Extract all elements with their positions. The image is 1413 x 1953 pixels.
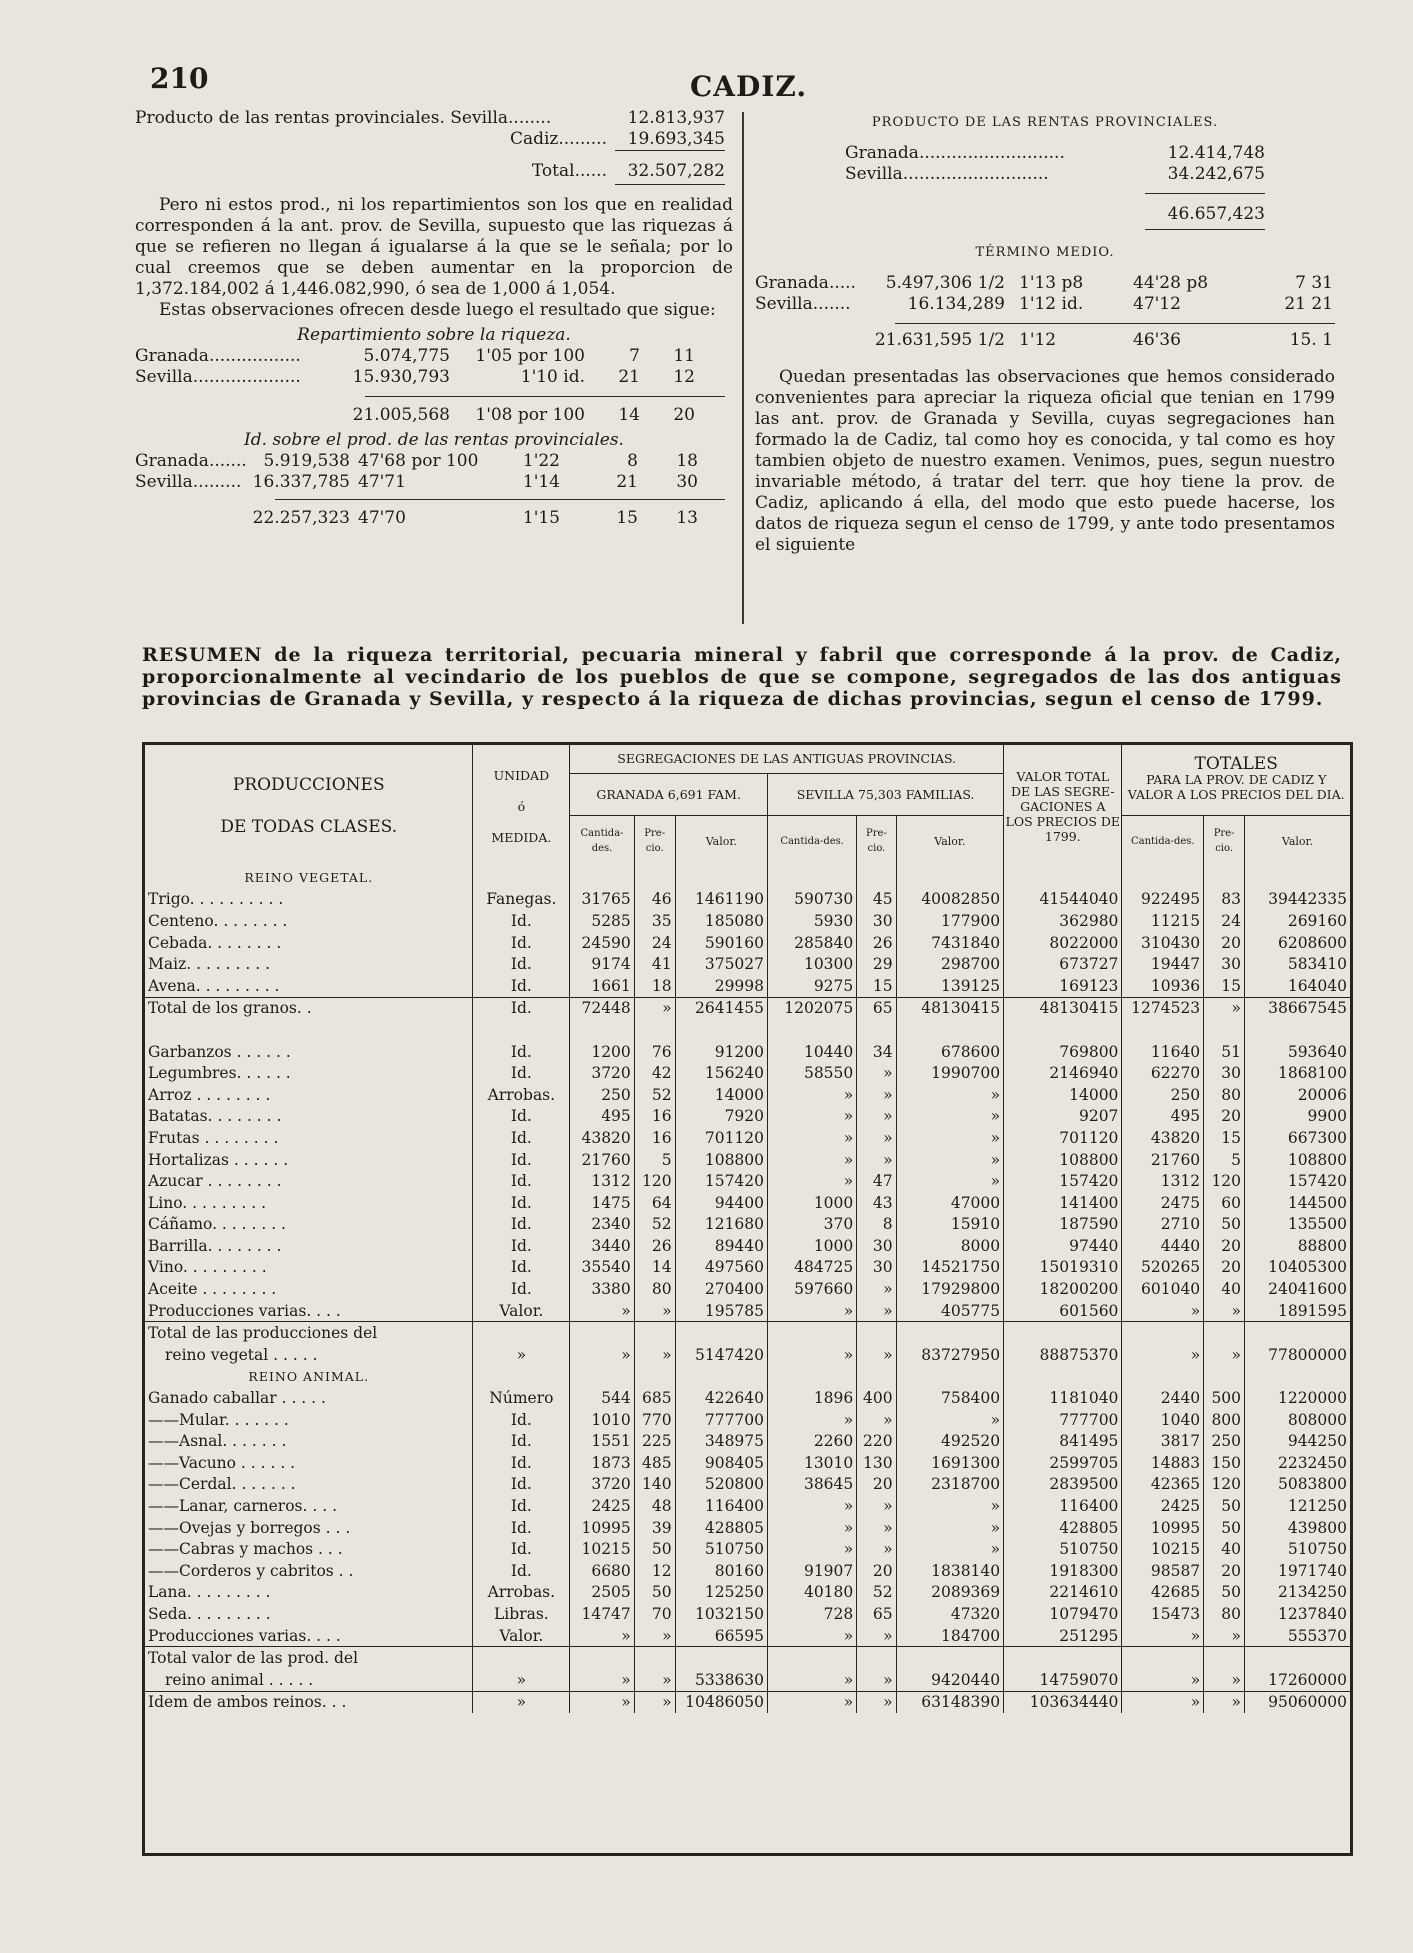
header-sevilla: SEVILLA 75,303 FAMILIAS. bbox=[768, 773, 1004, 815]
paragraph-results: Estas observaciones ofrecen desde luego el resultado que sigue: bbox=[159, 300, 716, 320]
table-row: ——Corderos y cabritos . . Id. 6680 12 80160 91907 20 1838140 1918300 98587 20 1971740 bbox=[145, 1560, 1350, 1582]
rentas-provinciales-total: 46.657,423 bbox=[1167, 204, 1265, 224]
table-row: Azucar . . . . . . . . Id. 1312 120 157420 » 47 » 157420 1312 120 157420 bbox=[145, 1170, 1350, 1192]
left-column bbox=[135, 108, 733, 529]
id-rentas-total: 22.257,323 47'70 1'15 15 13 bbox=[252, 508, 698, 528]
header-producciones: PRODUCCIONES DE TODAS CLASES. bbox=[220, 775, 398, 837]
repartimiento-row: Sevilla.................... 15.930,793 1'10 id. 21 12 bbox=[135, 367, 695, 387]
table-row: Producciones varias. . . . Valor. » » 195785 » » 405775 601560 » » 1891595 bbox=[145, 1300, 1350, 1322]
right-column bbox=[755, 112, 1335, 556]
table-row: ——Cabras y machos . . . Id. 10215 50 510750 » » » 510750 10215 40 510750 bbox=[145, 1538, 1350, 1560]
table-row: Barrilla. . . . . . . . Id. 3440 26 89440 1000 30 8000 97440 4440 20 88800 bbox=[145, 1235, 1350, 1257]
table-row: Cáñamo. . . . . . . . Id. 2340 52 121680 370 8 15910 187590 2710 50 135500 bbox=[145, 1214, 1350, 1236]
total-ambos-row: Idem de ambos reinos. . . » » » 10486050 » » 63148390 103634440 » » 95060000 bbox=[145, 1691, 1350, 1713]
table-row: Vino. . . . . . . . . Id. 35540 14 497560 484725 30 14521750 15019310 520265 20 10405300 bbox=[145, 1257, 1350, 1279]
table-row: ——Cerdal. . . . . . . Id. 3720 140 520800 38645 20 2318700 2839500 42365 120 5083800 bbox=[145, 1474, 1350, 1496]
rentas-cadiz-line: Cadiz......... 19.693,345 bbox=[509, 129, 725, 149]
table-row: Maiz. . . . . . . . . Id. 9174 41 375027 10300 29 298700 673727 19447 30 583410 bbox=[145, 953, 1350, 975]
table-row: Frutas . . . . . . . . Id. 43820 16 701120 » » » 701120 43820 15 667300 bbox=[145, 1127, 1350, 1149]
header-totales: TOTALES PARA LA PROV. DE CADIZ Y VALOR A LOS PRECIOS DEL DIA. bbox=[1122, 745, 1350, 815]
table-row: Garbanzos . . . . . . Id. 1200 76 91200 10440 34 678600 769800 11640 51 593640 bbox=[145, 1041, 1350, 1063]
header-unidad: UNIDAD ó MEDIDA. bbox=[473, 745, 570, 867]
resumen-heading: RESUMEN de la riqueza territorial, pecuaria mineral y fabril que corresponde á la prov. de Cadiz, proporcionalmente al vecindario de los pueblos de que se compone, segregados de las dos antiguas provincias de Granada y Sevilla, y respecto á la riqueza de dichas provincias, segun el censo de 1799. bbox=[142, 644, 1342, 710]
repartimiento-total: 21.005,568 1'08 por 100 14 20 bbox=[352, 405, 695, 425]
rentas-provinciales-title: PRODUCTO DE LAS RENTAS PROVINCIALES. bbox=[871, 115, 1219, 130]
paragraph-quedan: Quedan presentadas las observaciones que hemos considerado convenientes para apreciar la riqueza oficial que tenian en 1799 las ant. prov. de Granada y Sevilla, cuyas segregaciones han formado la de Cadiz, tal como hoy es conocida, y tal como es hoy tambien objeto de nuestro examen. Venimos, pues, segun nuestro invariable método, á tratar del terr. que hoy tiene la prov. de Cadiz, aplicando á ella, del modo que esto puede hacerse, los datos de riqueza segun el censo de 1799, y ante todo presentamos el siguiente bbox=[755, 367, 1335, 555]
paragraph-observations: Pero ni estos prod., ni los repartimientos son los que en realidad corresponden á la ant. prov. de Sevilla, supuesto que las riquezas á que se refieren no llegan á igualarse á la que se le señala; por lo cual creemos que se deben aumentar en la proporcion de 1,372.184,002 á 1,446.082,990, ó sea de 1,000 á 1,054. bbox=[135, 195, 733, 299]
table-row: ——Vacuno . . . . . . Id. 1873 485 908405 13010 130 1691300 2599705 14883 150 2232450 bbox=[145, 1452, 1350, 1474]
section-row: REINO ANIMAL. bbox=[145, 1366, 1350, 1388]
total-row: Total de los granos. . Id. 72448 » 2641455 1202075 65 48130415 48130415 1274523 » 38667545 bbox=[145, 997, 1350, 1019]
resumen-table: PRODUCCIONES DE TODAS CLASES. UNIDAD ó MEDIDA. SEGREGACIONES DE LAS ANTIGUAS PROVINCIAS. VALOR TOTAL DE LAS SEGRE-GACIONES A LOS PRECIOS DE 1799. TOTALES PARA LA PROV. DE CADIZ Y VALOR A LOS PRECIOS DEL DIA. GRANADA 6,691 FAM. SEVILLA 75,303 FAMILIAS. Cantida-des. Pre-cio. Valor. Cantida-des. Pre-cio. Valor. Cantida-des. Pre-cio. Valor. REINO VEGETAL. Trigo. . . . . . . . . . Fanegas. 31765 46 1461190 590730 45 40082850 41544040 922495 83 39442335 Centeno. . . . . . . . Id. 5285 35 185080 5930 30 177900 362980 11215 24 269160 Cebada. . . . . . . . Id. 24590 24 590160 285840 26 7431840 8022000 310430 20 6208600 Maiz. . . . . . . . . Id. 9174 41 375027 10300 29 298700 673727 19447 30 583410 Avena. . . . . . . . . Id. 1661 18 29998 9275 15 139125 169123 10936 15 164040 Total de los granos. . Id. 72448 » 2641455 1202075 65 48130415 48130415 1274523 » 38667545 Garbanzos . . . . . . Id. 1200 76 91200 10440 34 678600 769800 11640 51 593640 Legumbres. . . . . . Id. 3720 42 156240 58550 » 1990700 2146940 62270 30 1868100 Arroz . . . . . . . . Arrobas. 250 52 14000 » » » 14000 250 80 20006 Batatas. . . . . . . . Id. 495 16 7920 » » » 9207 495 20 9900 Frutas . . . . . . . . Id. 43820 16 701120 » » » 701120 43820 15 667300 Hortalizas . . . . . . Id. 21760 5 108800 » » » 108800 21760 5 108800 Azucar . . . . . . . . Id. 1312 120 157420 » 47 » 157420 1312 120 157420 Lino. . . . . . . . . Id. 1475 64 94400 1000 43 47000 141400 2475 60 144500 Cáñamo. . . . . . . . Id. 2340 52 121680 370 8 15910 187590 2710 50 135500 Barrilla. . . . . . . . Id. 3440 26 89440 1000 30 8000 97440 4440 20 88800 Vino. . . . . . . . . Id. 35540 14 497560 484725 30 14521750 15019310 520265 20 10405300 Aceite . . . . . . . . Id. 3380 80 270400 597660 » 17929800 18200200 601040 40 24041600 Producciones varias. . . . Valor. » » 195785 » » 405775 601560 » » 1891595 Total de las producciones del reino vegetal . . . . . » » » 5147420 » » 83727950 88875370 » » 77800000 REINO ANIMAL. Ganado caballar . . . . . Número 544 685 422640 1896 400 758400 1181040 2440 500 1220000 ——Mular. . . . . . . Id. 1010 770 777700 » » » 777700 1040 800 808000 ——Asnal. . . . . . . Id. 1551 225 348975 2260 220 492520 841495 3817 250 944250 ——Vacuno . . . . . . Id. 1873 485 908405 13010 130 1691300 2599705 14883 150 2232450 ——Cerdal. . . . . . . Id. 3720 140 520800 38645 20 2318700 2839500 42365 120 5083800 ——Lanar, carneros. . . . Id. 2425 48 116400 » » » 116400 2425 50 121250 ——Ovejas y borregos . . . Id. 10995 39 428805 » » » 428805 10995 50 439800 ——Cabras y machos . . . Id. 10215 50 510750 » » » 510750 10215 40 510750 ——Corderos y cabritos . . Id. 6680 12 80160 91907 20 1838140 1918300 98587 20 1971740 Lana. . . . . . . . . Arrobas. 2505 50 125250 40180 52 2089369 2214610 42685 50 2134250 Seda. . . . . . . . . Libras. 14747 70 1032150 728 65 47320 1079470 15473 80 1237840 Producciones varias. . . . Valor. » » 66595 » » 184700 251295 » » 555370 Total valor de las prod. del reino animal . . . . . » » » 5338630 » » 9420440 14759070 » » 17260000 Idem de ambos reinos. . . » » » 10486050 » » 63148390 103634440 » » 95060000 bbox=[142, 742, 1353, 1856]
id-rentas-row: Sevilla......... 16.337,785 47'71 1'14 21 30 bbox=[135, 472, 698, 492]
table-row: Avena. . . . . . . . . Id. 1661 18 29998 9275 15 139125 169123 10936 15 164040 bbox=[145, 975, 1350, 997]
table-row: Ganado caballar . . . . . Número 544 685 422640 1896 400 758400 1181040 2440 500 1220000 bbox=[145, 1387, 1350, 1409]
section-row: REINO VEGETAL. bbox=[145, 867, 1350, 889]
termino-medio-title: TÉRMINO MEDIO. bbox=[975, 245, 1115, 260]
total-animal-values: reino animal . . . . . » » » 5338630 » » 9420440 14759070 » » 17260000 bbox=[145, 1669, 1350, 1691]
table-row: ——Mular. . . . . . . Id. 1010 770 777700 » » » 777700 1040 800 808000 bbox=[145, 1409, 1350, 1431]
table-row: Batatas. . . . . . . . Id. 495 16 7920 » » » 9207 495 20 9900 bbox=[145, 1106, 1350, 1128]
table-row: Arroz . . . . . . . . Arrobas. 250 52 14000 » » » 14000 250 80 20006 bbox=[145, 1084, 1350, 1106]
header-segregaciones: SEGREGACIONES DE LAS ANTIGUAS PROVINCIAS. bbox=[570, 745, 1004, 773]
rentas-provinciales-row: Granada........................... 12.414,748 bbox=[845, 143, 1265, 163]
header-granada: GRANADA 6,691 FAM. bbox=[570, 773, 768, 815]
table-row: Producciones varias. . . . Valor. » » 66595 » » 184700 251295 » » 555370 bbox=[145, 1625, 1350, 1647]
termino-medio-row: Granada..... 5.497,306 1/2 1'13 p8 44'28 p8 7 31 bbox=[755, 273, 1333, 293]
table-row: Centeno. . . . . . . . Id. 5285 35 185080 5930 30 177900 362980 11215 24 269160 bbox=[145, 910, 1350, 932]
table-row: ——Asnal. . . . . . . Id. 1551 225 348975 2260 220 492520 841495 3817 250 944250 bbox=[145, 1430, 1350, 1452]
id-rentas-title: Id. sobre el prod. de las rentas provinciales. bbox=[244, 430, 624, 450]
total-animal-row: Total valor de las prod. del bbox=[145, 1647, 1350, 1669]
repartimiento-row: Granada................. 5.074,775 1'05 por 100 7 11 bbox=[135, 346, 695, 366]
termino-medio-total: 21.631,595 1/2 1'12 46'36 15. 1 bbox=[874, 330, 1333, 350]
rentas-total-line: Total...... 32.507,282 bbox=[531, 161, 725, 181]
table-row: Trigo. . . . . . . . . . Fanegas. 31765 46 1461190 590730 45 40082850 41544040 922495 83 39442335 bbox=[145, 889, 1350, 911]
page-title: CADIZ. bbox=[690, 70, 808, 103]
table-row: Hortalizas . . . . . . Id. 21760 5 108800 » » » 108800 21760 5 108800 bbox=[145, 1149, 1350, 1171]
column-divider bbox=[742, 112, 744, 624]
rentas-provinciales-row: Sevilla........................... 34.242,675 bbox=[845, 164, 1265, 184]
repartimiento-title: Repartimiento sobre la riqueza. bbox=[297, 325, 571, 345]
page-number: 210 bbox=[150, 62, 209, 95]
table-row: Legumbres. . . . . . Id. 3720 42 156240 58550 » 1990700 2146940 62270 30 1868100 bbox=[145, 1062, 1350, 1084]
table-row: Lana. . . . . . . . . Arrobas. 2505 50 125250 40180 52 2089369 2214610 42685 50 2134250 bbox=[145, 1582, 1350, 1604]
table-row: Aceite . . . . . . . . Id. 3380 80 270400 597660 » 17929800 18200200 601040 40 24041600 bbox=[145, 1278, 1350, 1300]
rentas-sevilla-line: Producto de las rentas provinciales. Sevilla........ 12.813,937 bbox=[135, 108, 725, 128]
id-rentas-row: Granada....... 5.919,538 47'68 por 100 1'22 8 18 bbox=[135, 451, 698, 471]
total-vegetal-values: reino vegetal . . . . . » » » 5147420 » » 83727950 88875370 » » 77800000 bbox=[145, 1344, 1350, 1366]
total-vegetal-row: Total de las producciones del bbox=[145, 1322, 1350, 1344]
header-valor-total: VALOR TOTAL DE LAS SEGRE-GACIONES A LOS PRECIOS DE 1799. bbox=[1004, 745, 1122, 867]
table-row: ——Lanar, carneros. . . . Id. 2425 48 116400 » » » 116400 2425 50 121250 bbox=[145, 1495, 1350, 1517]
termino-medio-row: Sevilla....... 16.134,289 1'12 id. 47'12 21 21 bbox=[755, 294, 1333, 314]
table-row: ——Ovejas y borregos . . . Id. 10995 39 428805 » » » 428805 10995 50 439800 bbox=[145, 1517, 1350, 1539]
table-row: Cebada. . . . . . . . Id. 24590 24 590160 285840 26 7431840 8022000 310430 20 6208600 bbox=[145, 932, 1350, 954]
table-row: Lino. . . . . . . . . Id. 1475 64 94400 1000 43 47000 141400 2475 60 144500 bbox=[145, 1192, 1350, 1214]
table-row: Seda. . . . . . . . . Libras. 14747 70 1032150 728 65 47320 1079470 15473 80 1237840 bbox=[145, 1603, 1350, 1625]
